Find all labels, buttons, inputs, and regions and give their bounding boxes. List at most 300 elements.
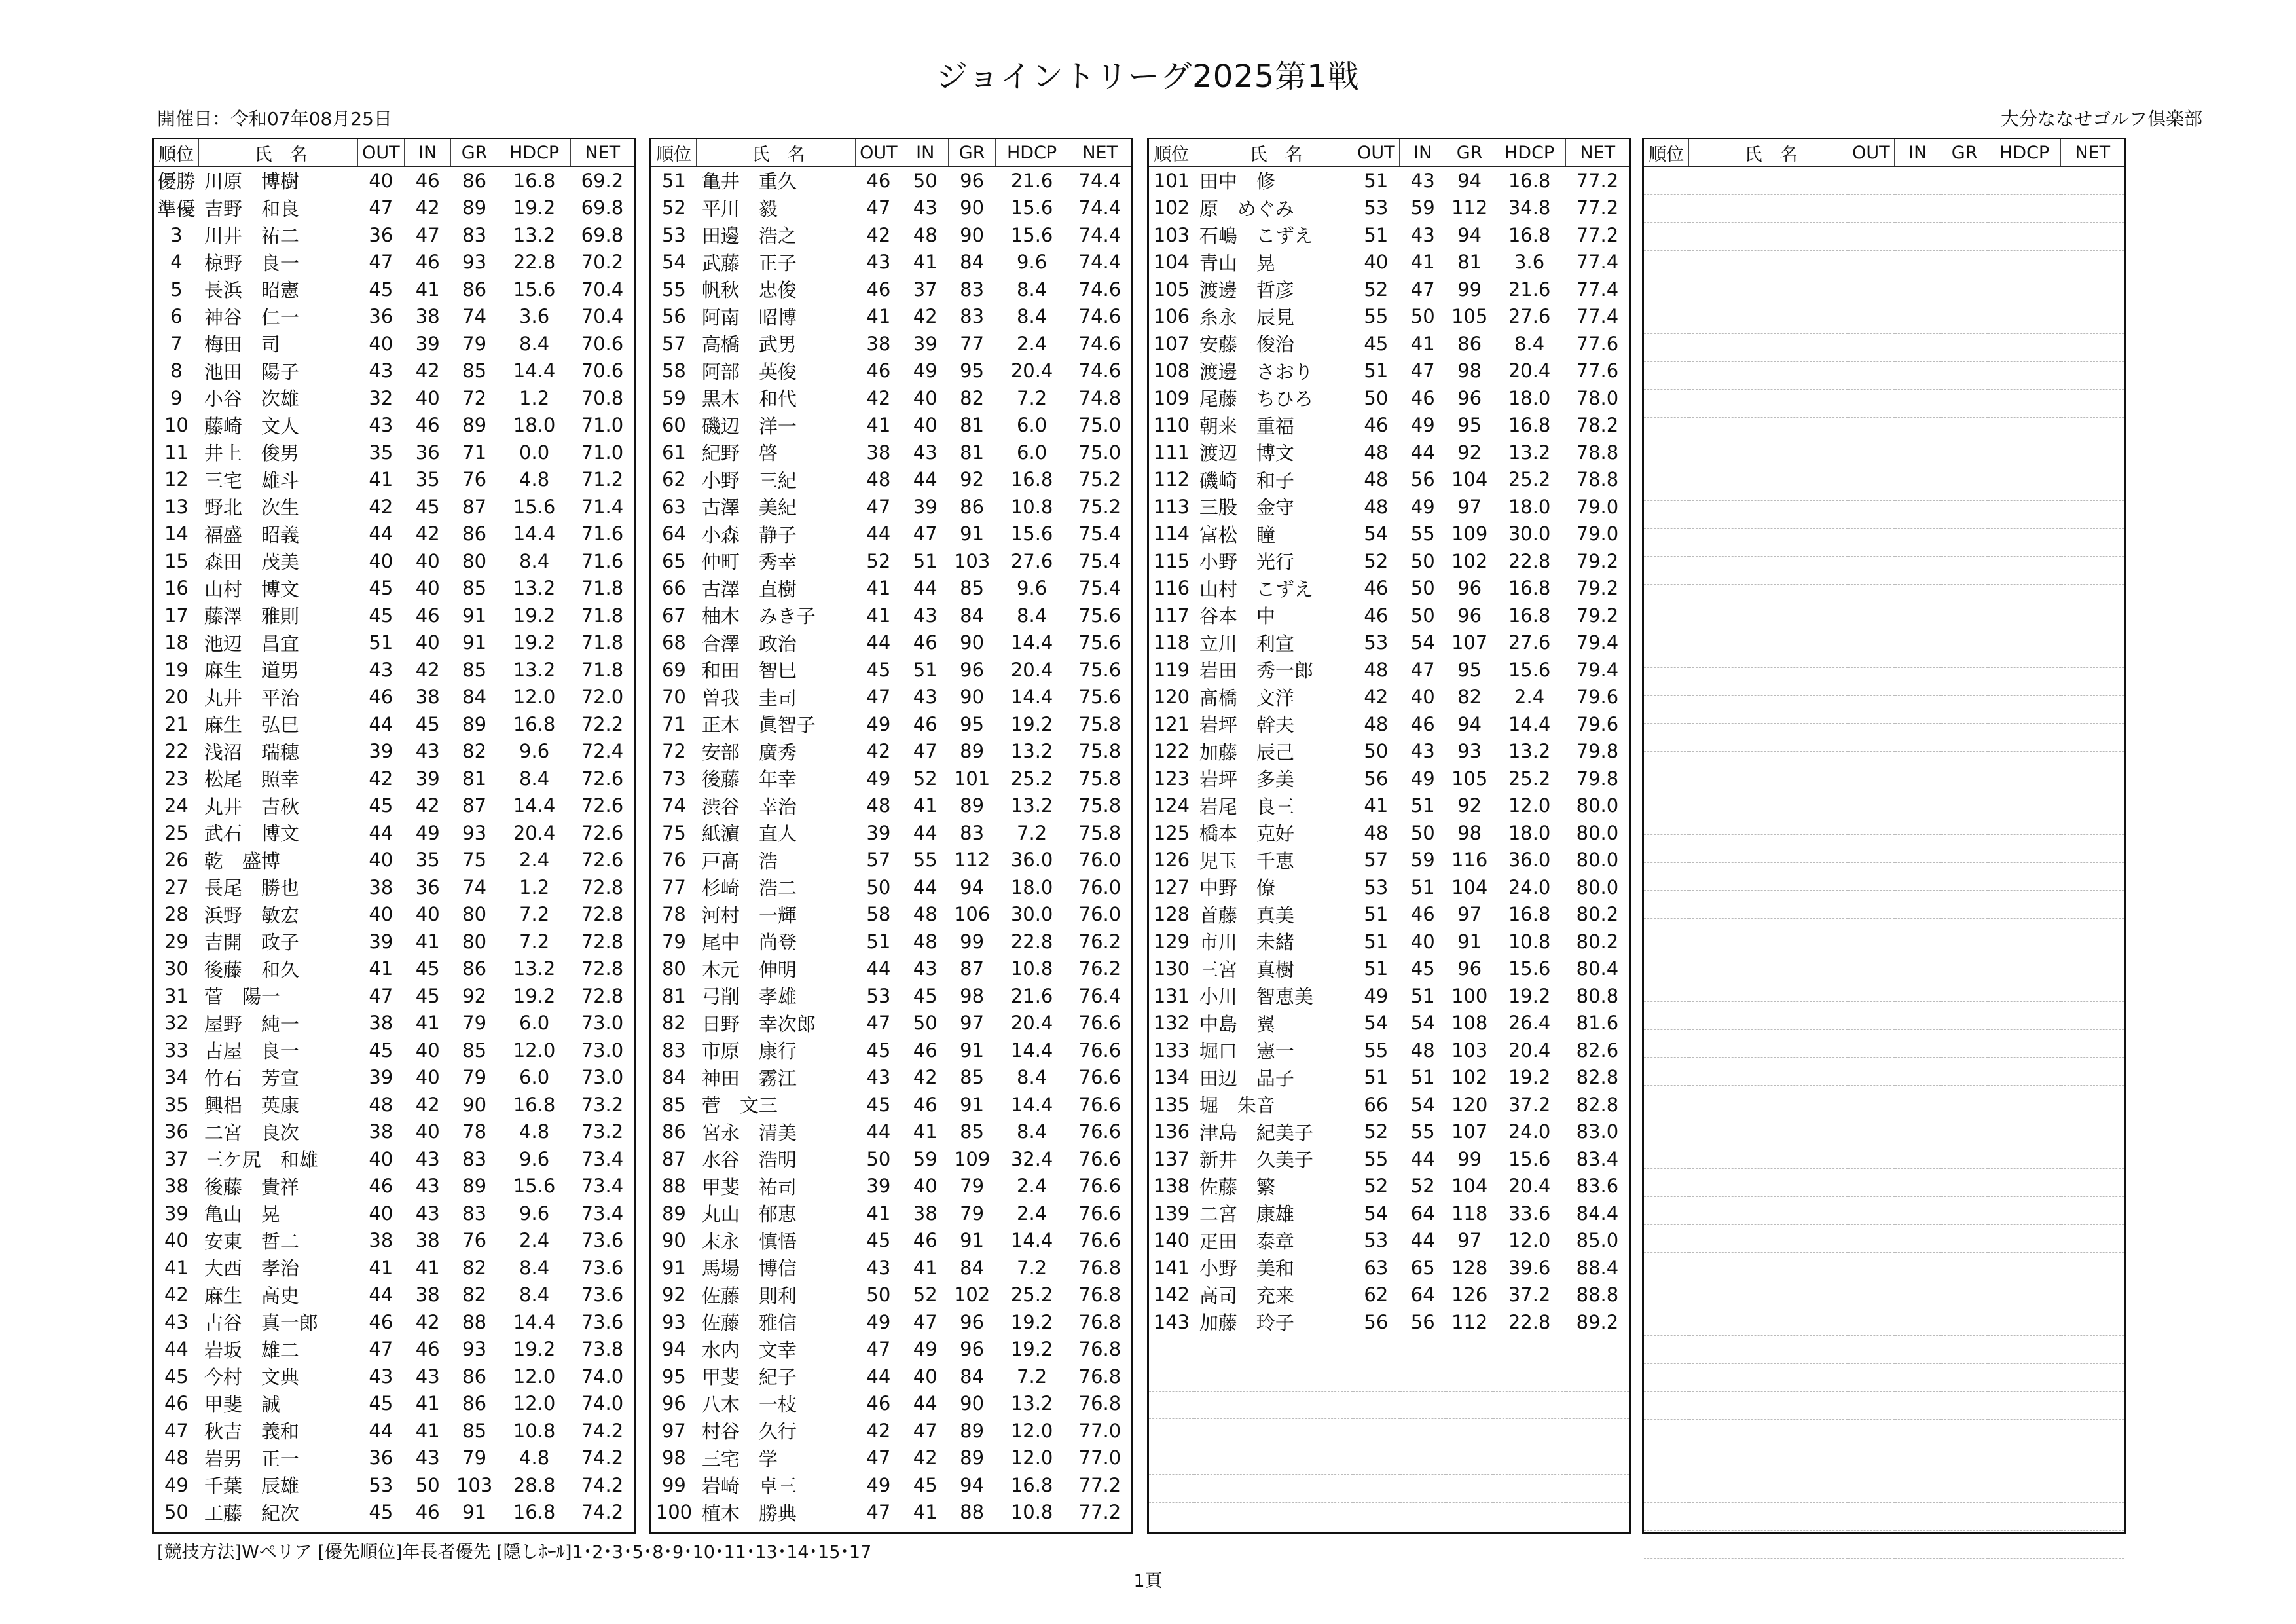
table-row: [651, 738, 1131, 766]
cell-name: 池辺 昌宜: [204, 632, 299, 655]
cell-in: [1895, 557, 1941, 585]
cell-gr: 87: [960, 957, 985, 980]
table-row: [154, 684, 634, 711]
cell-gr: 83: [462, 1147, 487, 1170]
cell-name: 亀山 晃: [204, 1203, 280, 1226]
cell-gr: 103: [456, 1473, 493, 1496]
cell-in: [1400, 1419, 1446, 1447]
table-row: [1149, 1064, 1629, 1092]
cell-in: 51: [913, 658, 938, 681]
cell-out: [1848, 1169, 1894, 1197]
cell-gr: 88: [462, 1310, 487, 1333]
table-row: [651, 249, 1131, 276]
cell-out: 39: [369, 740, 393, 763]
cell-out: 44: [866, 957, 891, 980]
table-row: [651, 1363, 1131, 1390]
cell-net: [2061, 1196, 2124, 1225]
table-row: [651, 1091, 1131, 1118]
cell-hdcp: 14.4: [513, 1310, 556, 1333]
cell-hdcp: [1988, 1058, 2061, 1086]
cell-in: 40: [913, 414, 938, 437]
cell-gr: 92: [462, 984, 487, 1007]
cell-out: 42: [369, 495, 393, 518]
cell-gr: 92: [1457, 441, 1482, 464]
cell-out: [1848, 501, 1894, 529]
cell-rank: 119: [1153, 658, 1190, 681]
cell-out: 42: [1364, 686, 1389, 709]
cell-rank: 18: [164, 631, 189, 654]
cell-in: 42: [415, 196, 440, 219]
cell-out: 50: [866, 876, 891, 898]
cell-net: 74.6: [1078, 278, 1121, 301]
cell-out: 52: [1364, 1120, 1389, 1143]
cell-out: 41: [866, 1202, 891, 1225]
table-row: [651, 602, 1131, 629]
header-gr: GR: [1941, 139, 1988, 166]
cell-name: [1194, 1391, 1353, 1419]
cell-name: 吉開 政子: [204, 931, 299, 954]
cell-hdcp: 4.8: [519, 1447, 550, 1469]
cell-net: 83.4: [1576, 1147, 1619, 1170]
cell-in: 50: [1410, 577, 1435, 600]
cell-gr: [1941, 1336, 1988, 1364]
cell-gr: 71: [462, 441, 487, 464]
table-row: [1644, 1085, 2124, 1113]
cell-in: 46: [415, 414, 440, 437]
cell-out: 53: [1364, 1229, 1389, 1252]
cell-rank: 83: [661, 1039, 686, 1061]
cell-name: 渋谷 幸治: [701, 795, 797, 818]
cell-out: [1848, 361, 1894, 390]
cell-gr: 96: [960, 1310, 985, 1333]
cell-in: 41: [913, 251, 938, 274]
cell-in: 39: [415, 767, 440, 790]
cell-gr: 91: [462, 631, 487, 654]
cell-out: 57: [866, 849, 891, 872]
cell-in: 46: [1410, 903, 1435, 926]
cell-gr: [1941, 918, 1988, 946]
cell-net: 77.2: [1576, 169, 1619, 192]
cell-net: [2061, 1363, 2124, 1392]
cell-out: 51: [866, 930, 891, 953]
cell-in: 40: [415, 386, 440, 409]
cell-name: [1689, 1280, 1848, 1308]
cell-name: 水内 文幸: [701, 1338, 797, 1361]
table-row: [154, 1417, 634, 1445]
cell-hdcp: 22.8: [513, 251, 556, 274]
cell-hdcp: 2.4: [519, 1229, 550, 1252]
cell-net: [2061, 1252, 2124, 1280]
table-row: [651, 1200, 1131, 1227]
cell-rank: 36: [164, 1120, 189, 1143]
cell-in: 36: [415, 876, 440, 898]
cell-hdcp: 27.6: [1508, 631, 1551, 654]
cell-name: 黒木 和代: [701, 388, 797, 411]
cell-name: 後藤 貴祥: [204, 1175, 299, 1198]
cell-in: 37: [913, 278, 938, 301]
cell-gr: 87: [462, 794, 487, 817]
table-row: [154, 1308, 634, 1336]
table-row: [1149, 1475, 1629, 1503]
cell-rank: [1644, 194, 1689, 223]
cell-name: 麻生 道男: [204, 659, 299, 682]
cell-in: 44: [913, 876, 938, 898]
cell-rank: 113: [1153, 495, 1190, 518]
cell-hdcp: 19.2: [1508, 1066, 1551, 1089]
cell-net: [2061, 640, 2124, 668]
cell-rank: [1644, 1085, 1689, 1113]
cell-hdcp: 19.2: [513, 196, 556, 219]
cell-rank: 117: [1153, 604, 1190, 627]
cell-net: 73.4: [581, 1147, 624, 1170]
cell-net: [2061, 1280, 2124, 1308]
table-row: [1644, 668, 2124, 696]
cell-out: [1848, 1419, 1894, 1447]
cell-net: 75.4: [1078, 577, 1121, 600]
table-row: [651, 1037, 1131, 1064]
cell-rank: 44: [164, 1338, 189, 1361]
table-row: [651, 358, 1131, 385]
cell-gr: 112: [1451, 196, 1488, 219]
cell-gr: 91: [960, 1229, 985, 1252]
cell-hdcp: 9.6: [1017, 577, 1048, 600]
cell-out: 42: [866, 386, 891, 409]
cell-in: 50: [415, 1473, 440, 1496]
cell-hdcp: 2.4: [1514, 686, 1545, 709]
cell-out: 55: [1364, 305, 1389, 328]
cell-net: [2061, 668, 2124, 696]
cell-gr: 95: [1457, 414, 1482, 437]
cell-net: 69.2: [581, 169, 624, 192]
cell-gr: [1941, 473, 1988, 501]
cell-hdcp: [1988, 1419, 2061, 1447]
cell-rank: 45: [164, 1365, 189, 1388]
cell-gr: 102: [1451, 1066, 1488, 1089]
cell-name: [1194, 1336, 1353, 1363]
cell-rank: [1644, 974, 1689, 1002]
cell-in: 43: [415, 1365, 440, 1388]
cell-hdcp: 8.4: [1017, 1120, 1048, 1143]
cell-hdcp: 13.2: [513, 957, 556, 980]
header-net: NET: [571, 139, 634, 166]
header-name: 氏 名: [697, 139, 855, 166]
cell-gr: 89: [462, 196, 487, 219]
cell-in: [1895, 334, 1941, 362]
cell-hdcp: 15.6: [513, 1175, 556, 1198]
cell-out: [1848, 445, 1894, 473]
cell-gr: 84: [960, 1365, 985, 1388]
cell-name: 小川 智恵美: [1199, 986, 1313, 1008]
cell-name: 梅田 司: [204, 333, 280, 356]
cell-name: 市川 未緒: [1199, 931, 1294, 954]
cell-out: 53: [1364, 631, 1389, 654]
cell-gr: 89: [960, 794, 985, 817]
cell-name: 合澤 政治: [701, 632, 797, 655]
table-row: [651, 493, 1131, 521]
cell-gr: 97: [1457, 1229, 1482, 1252]
cell-net: 75.8: [1078, 821, 1121, 844]
cell-hdcp: [1988, 640, 2061, 668]
cell-name: 古澤 美紀: [701, 496, 797, 519]
cell-rank: [1644, 1113, 1689, 1141]
cell-rank: 114: [1153, 523, 1190, 545]
cell-gr: [1941, 390, 1988, 418]
cell-hdcp: 21.6: [1508, 278, 1551, 301]
cell-out: 49: [866, 767, 891, 790]
cell-out: 40: [369, 849, 393, 872]
table-row: [154, 1471, 634, 1499]
cell-in: [1895, 751, 1941, 779]
cell-net: 75.4: [1078, 549, 1121, 572]
cell-gr: 106: [953, 903, 991, 926]
cell-in: [1895, 695, 1941, 724]
cell-in: 42: [415, 523, 440, 545]
cell-out: 40: [369, 1147, 393, 1170]
cell-in: 42: [415, 1310, 440, 1333]
cell-gr: 103: [1451, 1039, 1488, 1061]
cell-name: 大西 孝治: [204, 1257, 299, 1280]
cell-name: [1689, 779, 1848, 807]
cell-name: 木元 伸明: [701, 958, 797, 981]
cell-gr: [1446, 1502, 1493, 1530]
cell-hdcp: 20.4: [1508, 360, 1551, 382]
cell-out: 53: [1364, 876, 1389, 898]
cell-name: 安東 哲二: [204, 1230, 299, 1253]
cell-net: 75.6: [1078, 631, 1121, 654]
cell-rank: [1644, 417, 1689, 445]
cell-hdcp: [1988, 334, 2061, 362]
cell-name: 水谷 浩明: [701, 1149, 797, 1172]
cell-gr: 99: [960, 930, 985, 953]
header-rank: 順位: [154, 139, 199, 166]
cell-out: 40: [369, 169, 393, 192]
cell-net: 80.0: [1576, 821, 1619, 844]
cell-out: 35: [369, 441, 393, 464]
cell-hdcp: [1988, 1308, 2061, 1336]
cell-net: 72.8: [581, 903, 624, 926]
cell-rank: 25: [164, 821, 189, 844]
cell-gr: 91: [960, 523, 985, 545]
cell-hdcp: 6.0: [1017, 414, 1048, 437]
table-row: [651, 276, 1131, 303]
cell-in: 47: [913, 523, 938, 545]
cell-name: 橋本 克好: [1199, 822, 1294, 845]
cell-out: 45: [369, 794, 393, 817]
header-out: OUT: [1353, 139, 1399, 166]
cell-hdcp: [1988, 306, 2061, 334]
cell-rank: 78: [661, 903, 686, 926]
cell-out: [1848, 250, 1894, 278]
table-row: [1644, 1336, 2124, 1364]
cell-in: 59: [1410, 196, 1435, 219]
cell-rank: 70: [661, 686, 686, 709]
cell-in: 64: [1410, 1283, 1435, 1306]
cell-in: 47: [415, 223, 440, 246]
cell-hdcp: 37.2: [1508, 1283, 1551, 1306]
cell-rank: 118: [1153, 631, 1190, 654]
cell-in: 43: [913, 686, 938, 709]
cell-net: 73.2: [581, 1093, 624, 1116]
cell-in: 50: [1410, 821, 1435, 844]
cell-in: 45: [415, 712, 440, 735]
cell-rank: [1644, 612, 1689, 640]
table-row: [1149, 1254, 1629, 1282]
cell-out: 55: [1364, 1147, 1389, 1170]
cell-rank: 86: [661, 1120, 686, 1143]
cell-rank: [1644, 1503, 1689, 1531]
cell-in: 44: [913, 1392, 938, 1415]
cell-name: 岩男 正一: [204, 1447, 299, 1470]
cell-gr: [1941, 835, 1988, 863]
cell-hdcp: [1988, 194, 2061, 223]
cell-in: 39: [415, 332, 440, 355]
cell-hdcp: 15.6: [513, 495, 556, 518]
cell-out: 45: [1364, 332, 1389, 355]
cell-rank: 92: [661, 1283, 686, 1306]
table-row: [651, 194, 1131, 222]
cell-gr: 128: [1451, 1256, 1488, 1279]
cell-rank: 85: [661, 1093, 686, 1116]
cell-gr: [1941, 695, 1988, 724]
cell-in: 46: [1410, 386, 1435, 409]
cell-rank: 55: [661, 278, 686, 301]
cell-out: 46: [866, 169, 891, 192]
cell-net: [2061, 306, 2124, 334]
cell-net: 82.8: [1576, 1066, 1619, 1089]
cell-net: 72.8: [581, 957, 624, 980]
cell-rank: 103: [1153, 223, 1190, 246]
cell-rank: 72: [661, 740, 686, 763]
cell-hdcp: 22.8: [1508, 1310, 1551, 1333]
cell-net: 73.0: [581, 1039, 624, 1061]
cell-name: 磯辺 洋一: [701, 415, 797, 437]
table-row: [1149, 1363, 1629, 1392]
cell-name: 川原 博樹: [204, 170, 299, 193]
cell-hdcp: 19.2: [513, 604, 556, 627]
cell-out: [1848, 390, 1894, 418]
cell-net: 75.0: [1078, 441, 1121, 464]
cell-in: [1400, 1475, 1446, 1503]
cell-in: [1895, 278, 1941, 306]
table-row: [1149, 684, 1629, 711]
cell-hdcp: 13.2: [513, 658, 556, 681]
cell-net: 78.2: [1576, 414, 1619, 437]
cell-rank: 20: [164, 686, 189, 709]
cell-out: 43: [369, 658, 393, 681]
cell-out: 48: [866, 468, 891, 491]
cell-rank: 94: [661, 1338, 686, 1361]
cell-in: 38: [913, 1202, 938, 1225]
cell-out: 45: [369, 1392, 393, 1415]
cell-out: [1848, 1085, 1894, 1113]
cell-net: 71.0: [581, 414, 624, 437]
cell-name: 麻生 高史: [204, 1284, 299, 1307]
cell-name: 二宮 康雄: [1199, 1203, 1294, 1226]
cell-net: [2061, 334, 2124, 362]
cell-hdcp: [1988, 557, 2061, 585]
cell-hdcp: 37.2: [1508, 1093, 1551, 1116]
cell-in: [1895, 1085, 1941, 1113]
cell-in: 45: [415, 984, 440, 1007]
cell-rank: [1644, 223, 1689, 251]
cell-gr: 109: [953, 1147, 991, 1170]
cell-hdcp: 14.4: [1508, 712, 1551, 735]
cell-net: 70.6: [581, 332, 624, 355]
cell-rank: 32: [164, 1012, 189, 1035]
cell-rank: 65: [661, 549, 686, 572]
table-row: [154, 1037, 634, 1064]
cell-hdcp: 7.2: [519, 930, 550, 953]
cell-net: 71.8: [581, 658, 624, 681]
cell-rank: 49: [164, 1473, 189, 1496]
cell-gr: [1941, 250, 1988, 278]
cell-in: 43: [415, 740, 440, 763]
header-in: IN: [902, 139, 949, 166]
results-grid: [1644, 139, 2124, 1559]
cell-hdcp: 10.8: [1010, 957, 1053, 980]
cell-out: [1848, 724, 1894, 752]
cell-gr: 94: [1457, 223, 1482, 246]
cell-net: 74.0: [581, 1365, 624, 1388]
cell-rank: [1644, 1169, 1689, 1197]
cell-out: 52: [866, 549, 891, 572]
table-row: [1644, 1169, 2124, 1197]
cell-gr: 82: [960, 386, 985, 409]
cell-in: [1895, 501, 1941, 529]
cell-hdcp: [1988, 1475, 2061, 1503]
cell-gr: 91: [462, 1501, 487, 1524]
cell-out: [1353, 1447, 1399, 1475]
cell-rank: 135: [1153, 1093, 1190, 1116]
table-row: [1149, 1200, 1629, 1227]
cell-net: 76.6: [1078, 1147, 1121, 1170]
cell-net: 74.0: [581, 1392, 624, 1415]
cell-in: 42: [913, 305, 938, 328]
cell-in: 41: [913, 1256, 938, 1279]
cell-hdcp: [1988, 612, 2061, 640]
table-row: [154, 194, 634, 222]
cell-hdcp: [1988, 223, 2061, 251]
cell-out: 36: [369, 305, 393, 328]
cell-out: 49: [866, 1310, 891, 1333]
cell-name: [1689, 1363, 1848, 1392]
cell-gr: [1941, 1196, 1988, 1225]
cell-rank: 29: [164, 930, 189, 953]
cell-gr: [1941, 1280, 1988, 1308]
table-row: [651, 1227, 1131, 1255]
cell-out: 40: [1364, 251, 1389, 274]
cell-in: [1895, 1029, 1941, 1058]
cell-out: 57: [1364, 849, 1389, 872]
cell-out: [1848, 1447, 1894, 1475]
cell-net: 77.2: [1078, 1473, 1121, 1496]
table-row: [1149, 221, 1629, 249]
cell-rank: 136: [1153, 1120, 1190, 1143]
cell-in: 42: [415, 1093, 440, 1116]
table-row: [154, 303, 634, 331]
cell-gr: 94: [960, 1473, 985, 1496]
cell-name: 末永 慎悟: [701, 1230, 797, 1253]
cell-in: [1895, 835, 1941, 863]
cell-name: 帆秋 忠俊: [701, 279, 797, 302]
cell-in: 52: [913, 1283, 938, 1306]
cell-gr: 100: [1451, 984, 1488, 1007]
cell-out: 47: [866, 1447, 891, 1469]
cell-gr: 95: [1457, 658, 1482, 681]
cell-in: [1895, 891, 1941, 919]
cell-name: 後藤 年幸: [701, 768, 797, 791]
table-row: [1644, 779, 2124, 807]
